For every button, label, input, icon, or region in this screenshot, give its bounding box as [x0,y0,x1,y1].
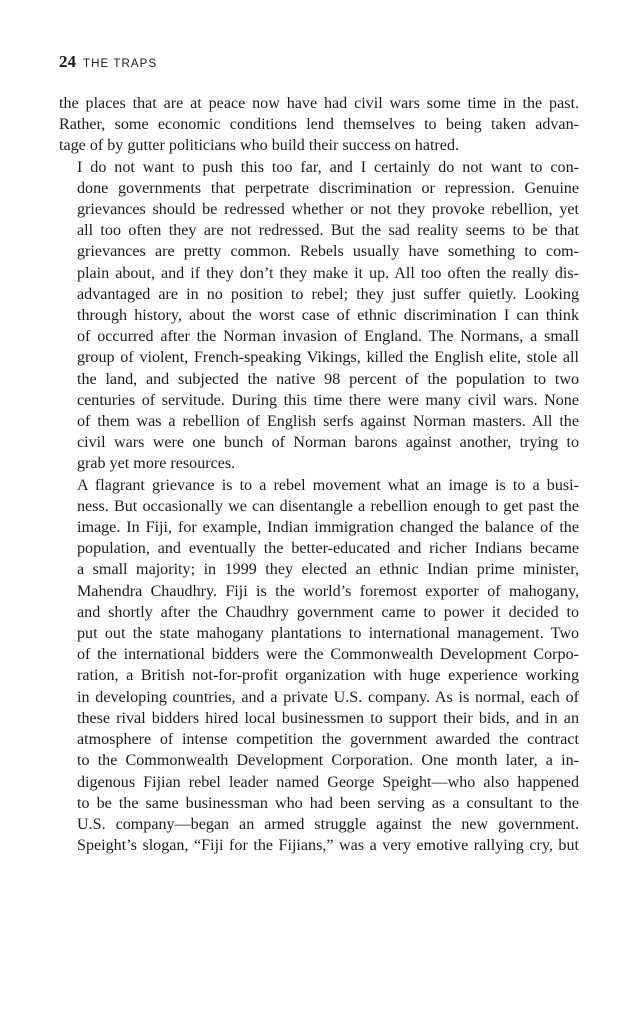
text-line: digenous Fijian rebel leader named George Speight—who also happened [77,773,579,791]
running-head [59,52,579,76]
text-line: in developing countries, and a private U.S. company. As is normal, each of [77,688,579,706]
text-line: and shortly after the Chaudhry government came to power it decided to [77,603,579,621]
text-line: advantaged are in no position to rebel; they just suffer quietly. Looking [77,285,579,303]
body-text [59,93,579,856]
text-line: of the international bidders were the Commonwealth Development Corpo- [77,646,579,664]
text-line: the land, and subjected the native 98 percent of the population to two [77,370,579,388]
text-line: Rather, some economic conditions lend themselves to being taken advan- [59,116,579,134]
text-line: A flagrant grievance is to a rebel movement what an image is to a busi- [77,476,579,494]
text-line: all too often they are not redressed. But the sad reality seems to be that [77,222,579,240]
text-line: Speight’s slogan, “Fiji for the Fijians,” was a very emotive rallying cry, but [77,837,579,855]
text-line: grievances should be redressed whether or not they provoke rebellion, yet [77,201,579,219]
page-number: 24 [59,52,76,71]
text-line: grab yet more resources. [77,455,236,473]
text-line: of them was a rebellion of English serfs against Norman masters. All the [77,413,579,431]
book-page [59,52,579,856]
text-line: atmosphere of intense competition the government awarded the contract [77,731,579,749]
text-line: plain about, and if they don’t they make it up. All too often the really dis- [77,264,579,282]
text-line: U.S. company—began an armed struggle against the new government. [77,815,579,833]
text-line: of occurred after the Norman invasion of England. The Normans, a small [77,328,579,346]
text-line: the places that are at peace now have had civil wars some time in the past. [59,95,579,112]
text-line: centuries of servitude. During this time there were many civil wars. None [77,391,579,409]
text-line: population, and eventually the better-educated and richer Indians became [77,540,579,558]
text-line: image. In Fiji, for example, Indian immigration changed the balance of the [77,519,579,537]
text-line: through history, about the worst case of ethnic discrimination I can think [77,307,579,325]
chapter-title: THE TRAPS [83,58,158,70]
text-line: these rival bidders hired local businessmen to support their bids, and in an [77,709,579,727]
text-line: grievances are pretty common. Rebels usually have something to com- [77,243,579,261]
text-line: put out the state mahogany plantations to international management. Two [77,625,579,643]
text-line: to be the same businessman who had been serving as a consultant to the [77,794,579,812]
text-line: I do not want to push this too far, and I certainly do not want to con- [77,158,579,176]
text-line: tage of by gutter politicians who build their success on hatred. [59,137,460,155]
text-line: group of violent, French-speaking Vikings, killed the English elite, stole all [77,349,579,367]
text-line: ness. But occasionally we can disentangle a rebellion enough to get past the [77,497,579,515]
text-line: done governments that perpetrate discrimination or repression. Genuine [77,179,579,197]
text-line: to the Commonwealth Development Corporation. One month later, a in- [77,752,579,770]
text-line: civil wars were one bunch of Norman barons against another, trying to [77,434,579,452]
text-line: Mahendra Chaudhry. Fiji is the world’s foremost exporter of mahogany, [77,582,579,600]
paragraph [59,93,579,157]
paragraph [59,475,579,857]
paragraph [59,157,579,475]
text-line: a small majority; in 1999 they elected an ethnic Indian prime minister, [77,561,579,579]
text-line: ration, a British not-for-profit organization with huge experience working [77,667,579,685]
